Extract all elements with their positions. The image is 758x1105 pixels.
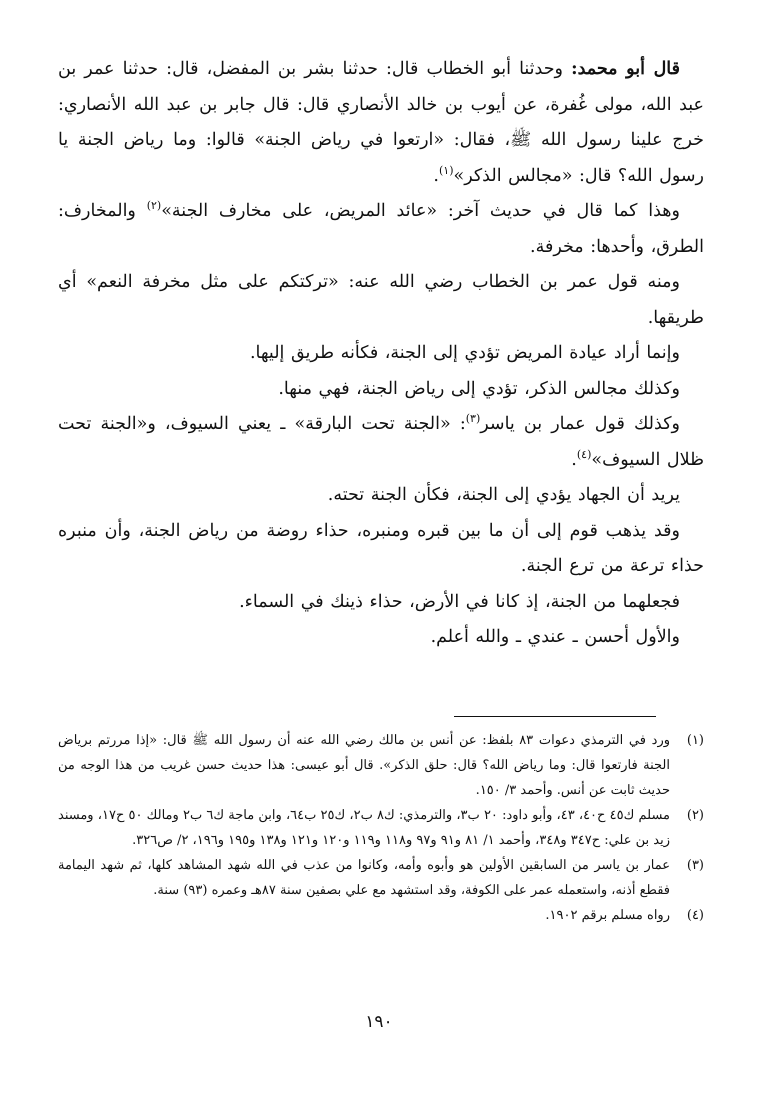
footnote-text: مسلم ك٤٥ ح٤٠، ٤٣، وأبو داود: ٢٠ ب٣، والترمذي: ك٨ ب٢، ك٢٥ ب٦٤، وابن ماجة ك٦ ب٢ ومالك ٥٠ ح١٧، ومسند زيد بن علي: ح٣٤٧ و٣٤٨، وأحمد ١/ ٨١ و٩١ و٩٧ و١١٨ و١١٩ و١٢٠ و١٢١ و١٣٨ و١٩٥ و١٩٦، ٢/ ص٣٢٦. — [58, 808, 671, 848]
paragraph-9: فجعلهما من الجنة، إذ كانا في الأرض، حذاء ذينك في السماء. — [239, 591, 680, 612]
paragraph-3: ومنه قول عمر بن الخطاب رضي الله عنه: «تركتكم على مثل مخرفة النعم» أي طريقها. — [58, 272, 704, 328]
page-number: ١٩٠ — [365, 1012, 393, 1032]
paragraph-7: يريد أن الجهاد يؤدي إلى الجنة، فكأن الجنة تحته. — [327, 485, 680, 505]
footnote-text: عمار بن ياسر من السابقين الأولين هو وأبوه وأمه، وكانوا من عذب في الله شهد المشاهد كلها، ثم شهد اليمامة فقطع أذنه، واستعمله عمر على الكوفة، وقد استشهد مع علي بصفين سنة ٨٧هـ وعمره (٩٣) سنة. — [58, 858, 670, 898]
footnote-number: (٣) — [686, 858, 704, 873]
paragraph-5: وكذلك مجالس الذكر، تؤدي إلى رياض الجنة، فهي منها. — [278, 378, 680, 399]
footnotes — [58, 728, 704, 928]
main-text — [58, 52, 704, 656]
footnote-number: (٢) — [686, 808, 704, 823]
footnote-ref-3[interactable]: (٣) — [465, 412, 481, 426]
paragraph-1-end: . — [433, 165, 439, 186]
footnote-number: (٤) — [686, 908, 704, 923]
paragraph-6-text: وكذلك قول عمار بن ياسر — [480, 414, 680, 434]
paragraph-2 — [58, 194, 704, 265]
footnote-text: ورد في الترمذي دعوات ٨٣ بلفظ: عن أنس بن مالك رضي الله عنه أن رسول الله ﷺ قال: «إذا مررتم برياض الجنة فارتعوا قال: وما رياض الله؟ قال: حلق الذكر». قال أبو عيسى: هذا حديث حسن غريب من هذا الوجه من حديث ثابت عن أنس. وأحمد ٣/ ١٥٠. — [58, 733, 670, 798]
footnote-number: (١) — [686, 733, 704, 748]
paragraph-10: والأول أحسن ـ عندي ـ والله أعلم. — [430, 627, 680, 647]
paragraph-2-text: وهذا كما قال في حديث آخر: «عائد المريض، على مخارف الجنة» — [161, 201, 680, 221]
paragraph-8: وقد يذهب قوم إلى أن ما بين قبره ومنبره، حذاء روضة من رياض الجنة، وأن منبره حذاء ترعة من ترع الجنة. — [58, 520, 704, 576]
footnote-3 — [58, 853, 704, 903]
footnote-2 — [58, 803, 704, 853]
paragraph-1 — [58, 52, 704, 194]
footnote-ref-4[interactable]: (٤) — [576, 447, 592, 461]
paragraph-6 — [58, 407, 704, 478]
paragraph-1-text: وحدثنا أبو الخطاب قال: حدثنا بشر بن المفضل، قال: حدثنا عمر بن عبد الله، مولى غُفرة، عن أيوب بن خالد الأنصاري قال: قال جابر بن عبد الله الأنصاري: خرج علينا رسول الله ﷺ، فقال: «ارتعوا في رياض الجنة» قالوا: وما رياض الجنة يا رسول الله؟ قال: «مجالس الذكر» — [58, 59, 704, 186]
footnote-1 — [58, 728, 704, 803]
paragraph-2-text2: والمخارف: الطرق، وأحدها: مخرفة. — [58, 201, 704, 257]
speaker-label: قال أبو محمد: — [571, 59, 680, 79]
footnote-ref-1[interactable]: (١) — [438, 163, 454, 177]
footnote-text: رواه مسلم برقم ١٩٠٢. — [545, 908, 670, 923]
footnote-ref-2[interactable]: (٢) — [146, 199, 162, 213]
paragraph-6-text2: : «الجنة تحت البارقة» ـ يعني السيوف، و«الجنة تحت ظلال السيوف» — [58, 414, 704, 470]
footnote-4 — [58, 903, 704, 928]
footnote-separator — [454, 716, 656, 717]
paragraph-4: وإنما أراد عيادة المريض تؤدي إلى الجنة، فكأنه طريق إليها. — [249, 343, 680, 363]
paragraph-6-end: . — [571, 449, 577, 470]
